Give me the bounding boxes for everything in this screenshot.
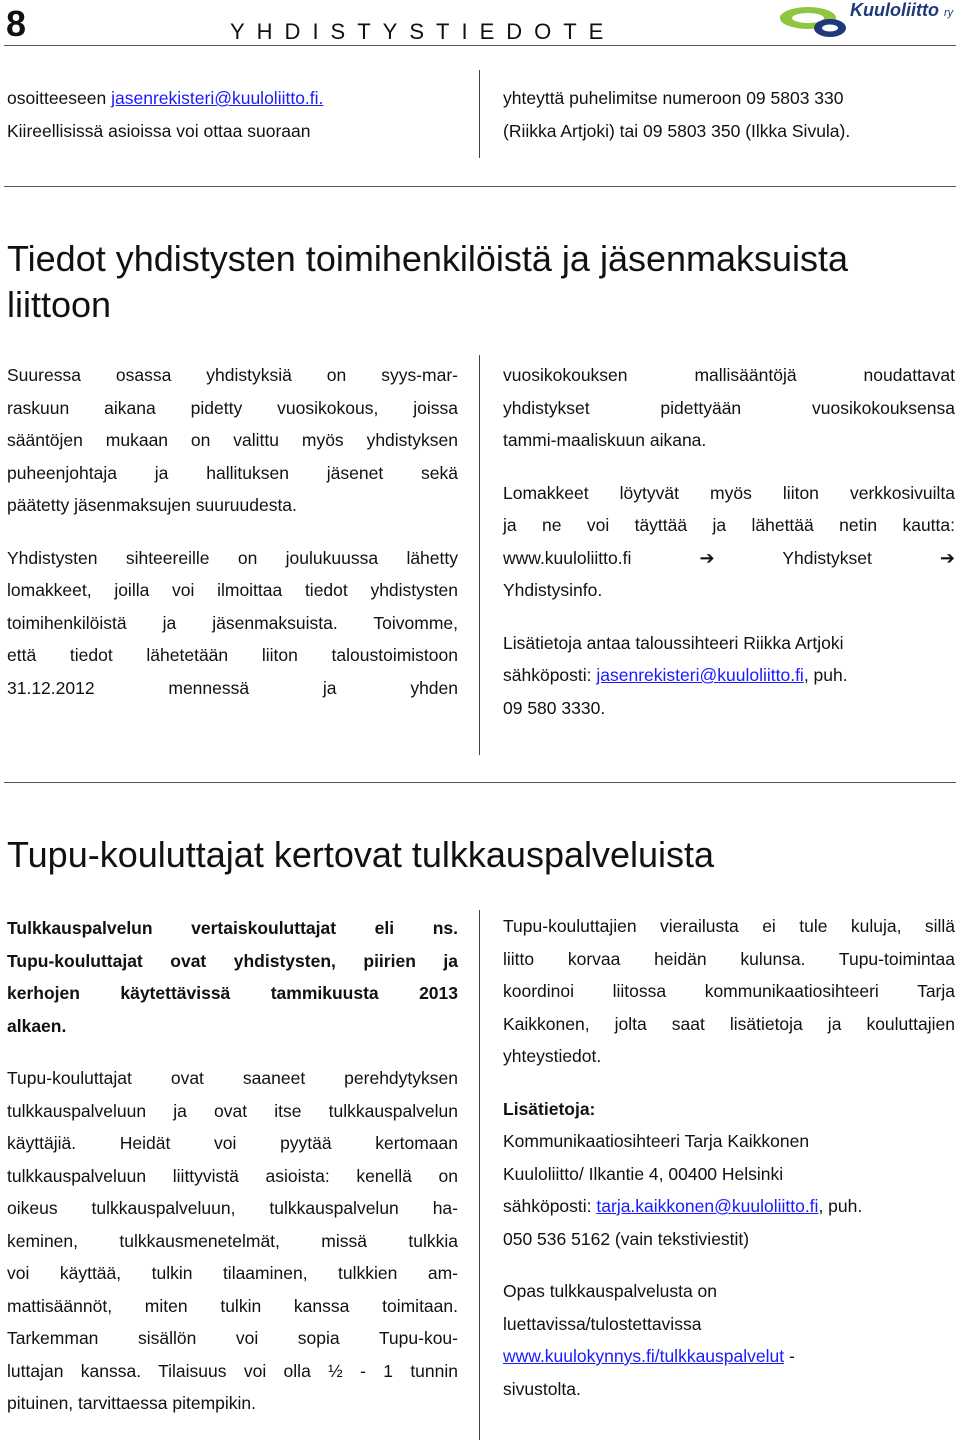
article1-right-p1: vuosikokouksen mallisääntöjä noudattavat yhdistykset pidettyään vuosikokouksensa tammi-maaliskuun aikana. [503, 365, 955, 450]
registry-email-link[interactable]: jasenrekisteri@kuuloliitto.fi. [111, 88, 324, 108]
kuuloliitto-logo [778, 0, 960, 42]
top-left-column [7, 82, 467, 147]
top-right-line2: (Riikka Artjoki) tai 09 5803 350 (Ilkka Sivula). [503, 120, 851, 141]
logo-wordmark [850, 0, 953, 21]
newsletter-title: YHDISTYSTIEDOTE [230, 19, 616, 44]
logo-suffix: ry [944, 7, 954, 19]
logo-text: Kuuloliitto [850, 0, 939, 20]
article2-left-body: Tupu-kouluttajat ovat saaneet perehdytyksen tulkkauspalveluun ja ovat itse tulkkauspalvelun käyttäjiä. Heidät voi pyytää kertomaan tulkkauspalveluun liittyvistä asioista: kenellä on oikeus tulkkauspalveluun, tulkkauspalvelun ha- keminen, tulkkausmenetelmät, missä tulkkia voi käyttää, tulkin tilaaminen, tulkkien am- mattisäännöt, miten tulkin kanssa toimitaan. Tarkemman sisällön voi sopia Tupu-kou- luttajan kanssa. Tilaisuus voi olla ½ - 1 tunnin pituinen, tarvittaessa pitempikin. [7, 1068, 458, 1413]
guide-link[interactable]: www.kuulokynnys.fi/tulkkauspalvelut [503, 1346, 785, 1366]
article2-contact-info: Lisätietoja: Kommunikaatiosihteeri Tarja Kaikkonen Kuuloliitto/ Ilkantie 4, 00400 Helsinki sähköposti: tarja.kaikkonen@kuuloliitto.fi, puh. 050 536 5162 (vain tekstiviestit) [503, 1093, 955, 1256]
article2-guide: Opas tulkkauspalvelusta on luettavissa/tulostettavissa www.kuulokynnys.fi/tulkkauspalvelut - sivustolta. [503, 1281, 795, 1399]
arrow-right-icon: ➔ [939, 547, 955, 568]
section-rule-2 [4, 782, 956, 783]
article2-heading: Tupu-kouluttajat kertovat tulkkauspalveluista [7, 834, 715, 875]
top-left-line1: osoitteeseen jasenrekisteri@kuuloliitto.fi. [7, 88, 324, 108]
treasurer-email-link[interactable]: jasenrekisteri@kuuloliitto.fi [596, 665, 804, 685]
article1-left-p1: Suuressa osassa yhdistyksiä on syys-mar- raskuun aikana pidetty vuosikokous, joissa sääntöjen mukaan on valittu myös yhdistyksen puheenjohtaja ja hallituksen jäsenet sekä päätetty jäsenmaksujen suuruudesta. [7, 365, 458, 515]
info-heading: Lisätietoja: [503, 1098, 596, 1119]
header-rule [4, 45, 956, 46]
section-rule-1 [4, 186, 956, 187]
article1-column-divider [479, 355, 480, 755]
article1-heading: Tiedot yhdistysten toimihenkilöistä ja jäsenmaksuista liittoon [7, 238, 849, 325]
article2-column-divider [479, 910, 480, 1440]
top-column-divider [479, 70, 480, 158]
article1-right-p2: Lomakkeet löytyvät myös liiton verkkosivuilta ja ne voi täyttää ja lähettää netin kautta: www.kuuloliitto.fi ➔ Yhdistykset ➔ Yhdistysinfo. [503, 482, 955, 600]
site-path: www.kuuloliitto.fi ➔ Yhdistykset ➔ [503, 547, 955, 568]
article2-right-column [503, 910, 955, 1405]
contact-email-link[interactable]: tarja.kaikkonen@kuuloliitto.fi [596, 1196, 819, 1216]
logo-mark-icon [778, 0, 858, 42]
article2-left-column [7, 912, 458, 1420]
top-right-column [503, 82, 955, 147]
top-right-line1: yhteyttä puhelimitse numeroon 09 5803 330 [503, 88, 844, 108]
article2-lead: Tulkkauspalvelun vertaiskouluttajat eli ns. Tupu-kouluttajat ovat yhdistysten, piirien ja kerhojen käytettävissä tammikuusta 2013 alkaen. [7, 918, 458, 1036]
article1-right-p3: Lisätietoja antaa taloussihteeri Riikka Artjoki sähköposti: jasenrekisteri@kuuloliitto.fi, puh. 09 580 3330. [503, 632, 848, 718]
page-number: 8 [6, 3, 27, 44]
top-left-line2: Kiireellisissä asioissa voi ottaa suoraan [7, 120, 311, 141]
article1-right-column [503, 359, 955, 724]
arrow-right-icon: ➔ [699, 547, 715, 568]
article1-left-p2: Yhdistysten sihteereille on joulukuussa lähetty lomakkeet, joilla voi ilmoittaa tiedot yhdistysten toimihenkilöistä ja jäsenmaksuista. Toivomme, että tiedot lähetetään liiton taloustoimistoon 31.12.2012 mennessä ja yhden [7, 547, 458, 698]
article1-left-column [7, 359, 458, 704]
article2-right-p1: Tupu-kouluttajien vierailusta ei tule kuluja, sillä liitto korvaa heidän kulunsa. Tupu-toimintaa koordinoi liitossa kommunikaatiosihteeri Tarja Kaikkonen, jolta saat lisätietoja ja kouluttajien yhteystiedot. [503, 916, 955, 1066]
